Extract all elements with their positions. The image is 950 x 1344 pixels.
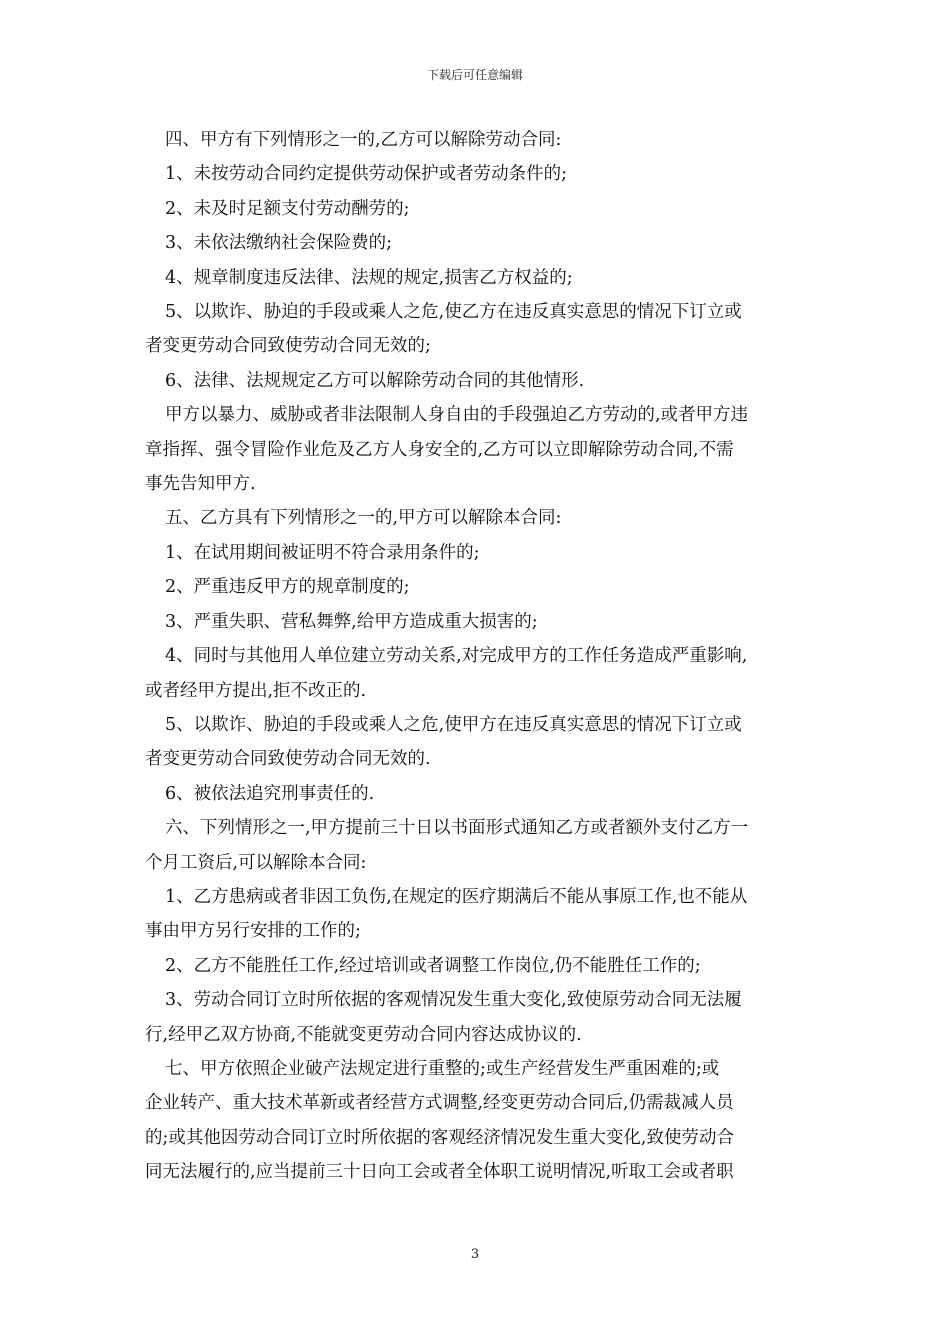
text-line: 3、未依法缴纳社会保险费的; bbox=[165, 233, 393, 254]
text-line: 同无法履行的,应当提前三十日向工会或者全体职工说明情况,听取工会或者职 bbox=[145, 1162, 734, 1183]
text-line: 行,经甲乙双方协商,不能就变更劳动合同内容达成协议的. bbox=[145, 1024, 582, 1045]
text-line: 1、乙方患病或者非因工负伤,在规定的医疗期满后不能从事原工作,也不能从 bbox=[165, 886, 748, 907]
text-line: 者变更劳动合同致使劳动合同无效的. bbox=[145, 749, 431, 770]
text-line: 个月工资后,可以解除本合同: bbox=[145, 852, 367, 873]
text-line: 事由甲方另行安排的工作的; bbox=[145, 921, 361, 942]
text-line: 5、以欺诈、胁迫的手段或乘人之危,使乙方在违反真实意思的情况下订立或 bbox=[165, 302, 742, 323]
text-line: 或者经甲方提出,拒不改正的. bbox=[145, 680, 367, 701]
text-line: 4、规章制度违反法律、法规的规定,损害乙方权益的; bbox=[165, 267, 573, 288]
text-line: 2、严重违反甲方的规章制度的; bbox=[165, 577, 410, 598]
document-body bbox=[145, 123, 805, 1190]
text-line: 3、严重失职、营私舞弊,给甲方造成重大损害的; bbox=[165, 611, 538, 632]
text-line: 1、在试用期间被证明不符合录用条件的; bbox=[165, 542, 480, 563]
page-number: 3 bbox=[470, 1247, 480, 1262]
text-line: 七、甲方依照企业破产法规定进行重整的;或生产经营发生严重困难的;或 bbox=[165, 1058, 720, 1079]
text-line: 六、下列情形之一,甲方提前三十日以书面形式通知乙方或者额外支付乙方一 bbox=[165, 818, 749, 839]
text-line: 企业转产、重大技术革新或者经营方式调整,经变更劳动合同后,仍需裁减人员 bbox=[145, 1093, 734, 1114]
text-line: 3、劳动合同订立时所依据的客观情况发生重大变化,致使原劳动合同无法履 bbox=[165, 990, 742, 1011]
text-line: 者变更劳动合同致使劳动合同无效的; bbox=[145, 336, 431, 357]
text-line: 6、法律、法规规定乙方可以解除劳动合同的其他情形. bbox=[165, 370, 585, 391]
text-line: 5、以欺诈、胁迫的手段或乘人之危,使甲方在违反真实意思的情况下订立或 bbox=[165, 714, 742, 735]
text-line: 事先告知甲方. bbox=[145, 474, 256, 495]
text-line: 甲方以暴力、威胁或者非法限制人身自由的手段强迫乙方劳动的,或者甲方违 bbox=[165, 405, 749, 426]
text-line: 五、乙方具有下列情形之一的,甲方可以解除本合同: bbox=[165, 508, 562, 529]
text-line: 2、未及时足额支付劳动酬劳的; bbox=[165, 198, 410, 219]
text-line: 2、乙方不能胜任工作,经过培训或者调整工作岗位,仍不能胜任工作的; bbox=[165, 955, 701, 976]
page-header: 下载后可任意编辑 bbox=[426, 68, 523, 82]
text-line: 4、同时与其他用人单位建立劳动关系,对完成甲方的工作任务造成严重影响, bbox=[165, 646, 748, 667]
text-line: 的;或其他因劳动合同订立时所依据的客观经济情况发生重大变化,致使劳动合 bbox=[145, 1127, 734, 1148]
text-line: 1、未按劳动合同约定提供劳动保护或者劳动条件的; bbox=[165, 164, 568, 185]
text-line: 6、被依法追究刑事责任的. bbox=[165, 783, 375, 804]
text-line: 四、甲方有下列情形之一的,乙方可以解除劳动合同: bbox=[165, 130, 562, 150]
text-line: 章指挥、强令冒险作业危及乙方人身安全的,乙方可以立即解除劳动合同,不需 bbox=[145, 439, 734, 460]
